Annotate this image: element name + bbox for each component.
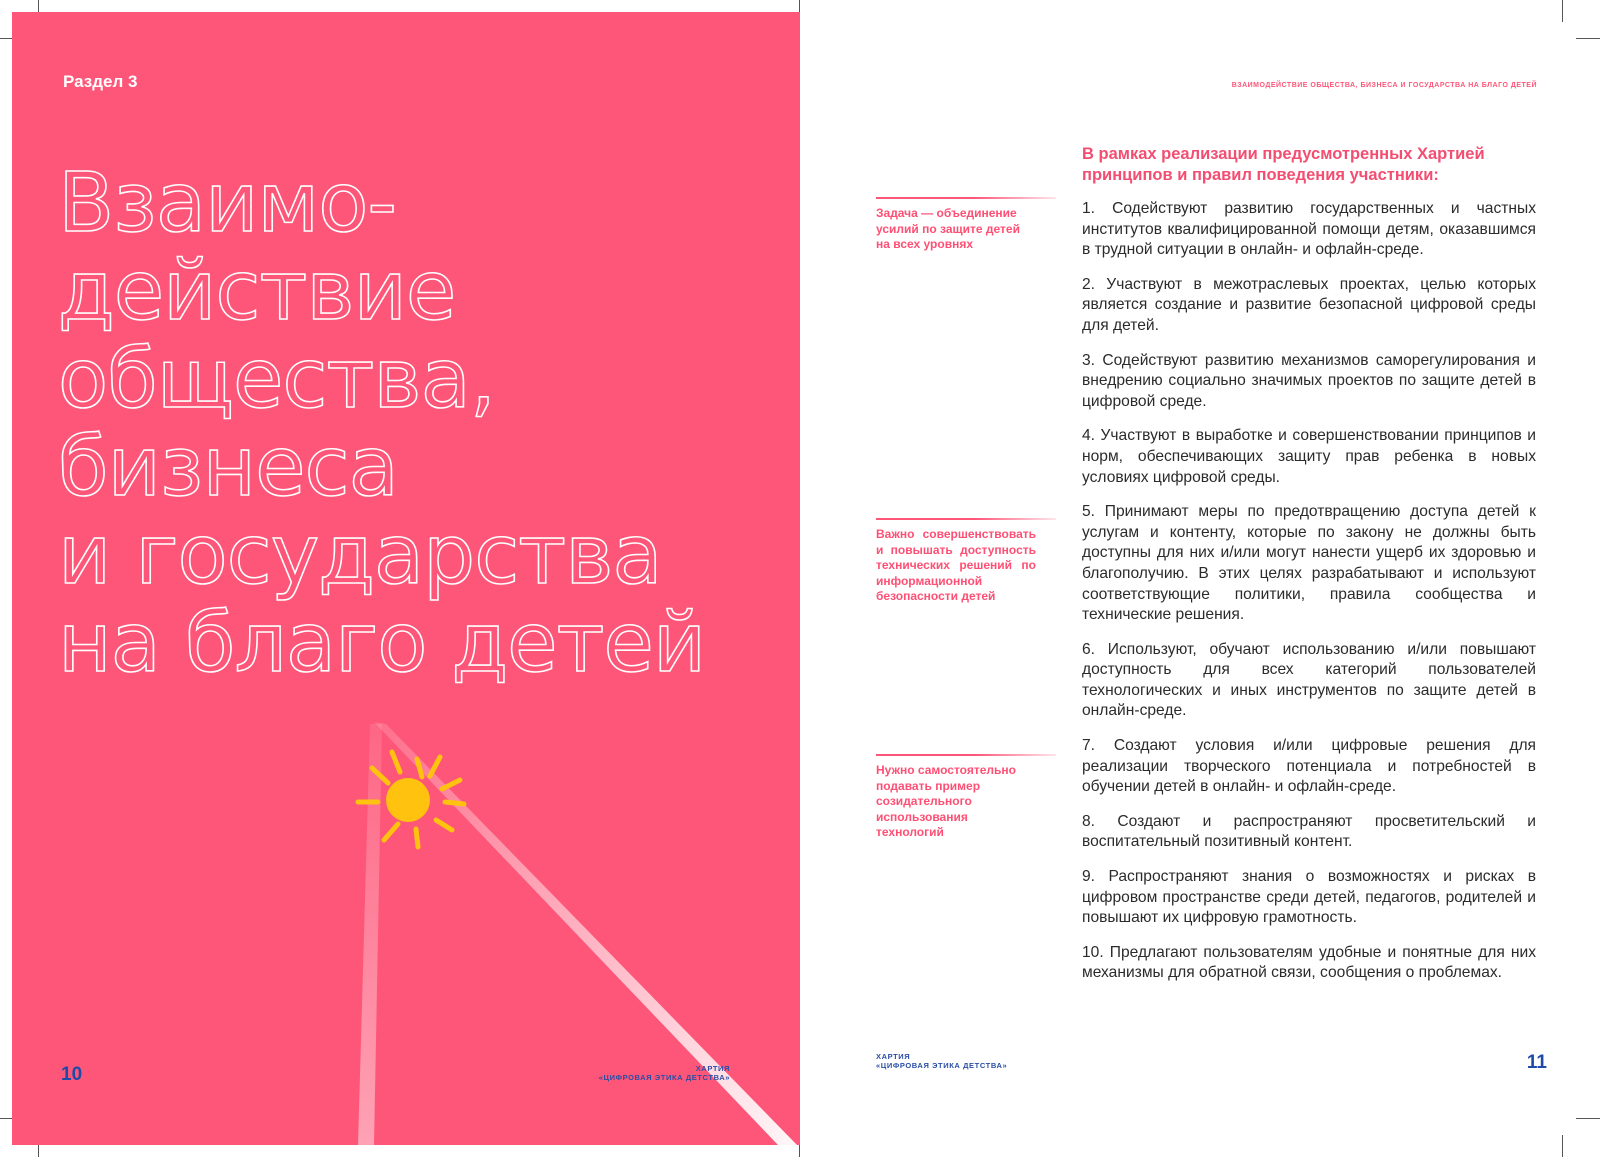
intro-heading: В рамках реализации предусмотренных Хартией принципов и правил поведения участники: <box>1082 145 1485 184</box>
footer-line: «ЦИФРОВАЯ ЭТИКА ДЕТСТВА» <box>876 1061 1008 1070</box>
section-label: Раздел 3 <box>63 72 138 91</box>
list-item: 5. Принимают меры по предотвращению доступа детей к услугам и контенту, которые по закону не должны быть доступны для них и/или могут нанести ущерб их здоровью и благополучию. В этих целях разрабатывают и используют соответствующие политики, правила сообщества и технические решения. <box>1082 503 1536 624</box>
page-number: 10 <box>61 1064 83 1085</box>
side-note-block <box>876 197 1076 253</box>
divider <box>876 518 1056 520</box>
list-item: 10. Предлагают пользователям удобные и понятные для них механизмы для обратной связи, сообщения о проблемах. <box>1082 943 1536 982</box>
principles-list <box>1082 199 1536 998</box>
title-line: и государства <box>58 508 662 603</box>
footer-line: ХАРТИЯ <box>876 1052 911 1061</box>
right-page <box>800 0 1600 1157</box>
page-number: 11 <box>1526 1052 1547 1073</box>
page-title <box>58 156 706 691</box>
side-note: Задача — объединение усилий по защите детей на всех уровнях <box>876 206 1020 251</box>
divider <box>876 197 1056 199</box>
list-item: 1. Содействуют развитию государственных и частных институтов квалифицированной помощи детям, оказавшимся в трудной ситуации в онлайн- и офлайн-среде. <box>1082 200 1536 259</box>
divider <box>876 754 1056 756</box>
light-beam-icon <box>374 722 797 1145</box>
list-item: 4. Участвуют в выработке и совершенствовании принципов и норм, обеспечивающих защиту прав ребенка в новых условиях цифровой среды. <box>1082 427 1536 486</box>
footer-line: «ЦИФРОВАЯ ЭТИКА ДЕТСТВА» <box>598 1073 730 1082</box>
sun-icon <box>386 778 430 822</box>
running-head: ВЗАИМОДЕЙСТВИЕ ОБЩЕСТВА, БИЗНЕСА И ГОСУДАРСТВА НА БЛАГО ДЕТЕЙ <box>1231 82 1537 89</box>
title-line: на благо детей <box>58 596 706 691</box>
side-note-block <box>876 518 1076 605</box>
list-item: 6. Используют, обучают использованию и/или повышают доступность для всех категорий пользователей технологических и иных инструментов по защите детей в онлайн-среде. <box>1082 640 1536 720</box>
title-line: бизнеса <box>58 420 398 515</box>
light-beam-icon <box>358 724 382 1145</box>
side-note: Важно совершенствовать и повышать доступность технических решений по информационной безопасности детей <box>876 527 1036 603</box>
title-line: действие <box>58 244 456 339</box>
list-item: 7. Создают условия и/или цифровые решения для реализации творческого потенциала и потребностей в обучении детей в онлайн- и офлайн-среде. <box>1082 737 1536 796</box>
side-note: Нужно самостоятельно подавать пример созидательного использования технологий <box>876 763 1016 839</box>
list-item: 8. Создают и распространяют просветительский и воспитательный позитивный контент. <box>1082 812 1536 851</box>
list-item: 3. Содействуют развитию механизмов саморегулирования и внедрению социально значимых проектов по защите детей в цифровой среде. <box>1082 351 1536 410</box>
footer-charter-name <box>599 1064 730 1082</box>
title-line: общества, <box>58 332 495 427</box>
title-line: Взаимо- <box>58 156 397 251</box>
left-page <box>12 12 800 1145</box>
footer-line: ХАРТИЯ <box>695 1064 730 1073</box>
list-item: 9. Распространяют знания о возможностях и рисках в цифровом пространстве среди детей, педагогов, родителей и повышают их цифровую грамотность. <box>1082 868 1536 927</box>
footer-charter-name <box>876 1052 1007 1070</box>
list-item: 2. Участвуют в межотраслевых проектах, целью которых является создание и развитие безопасной цифровой среды для детей. <box>1082 275 1536 334</box>
side-note-block <box>876 754 1076 841</box>
